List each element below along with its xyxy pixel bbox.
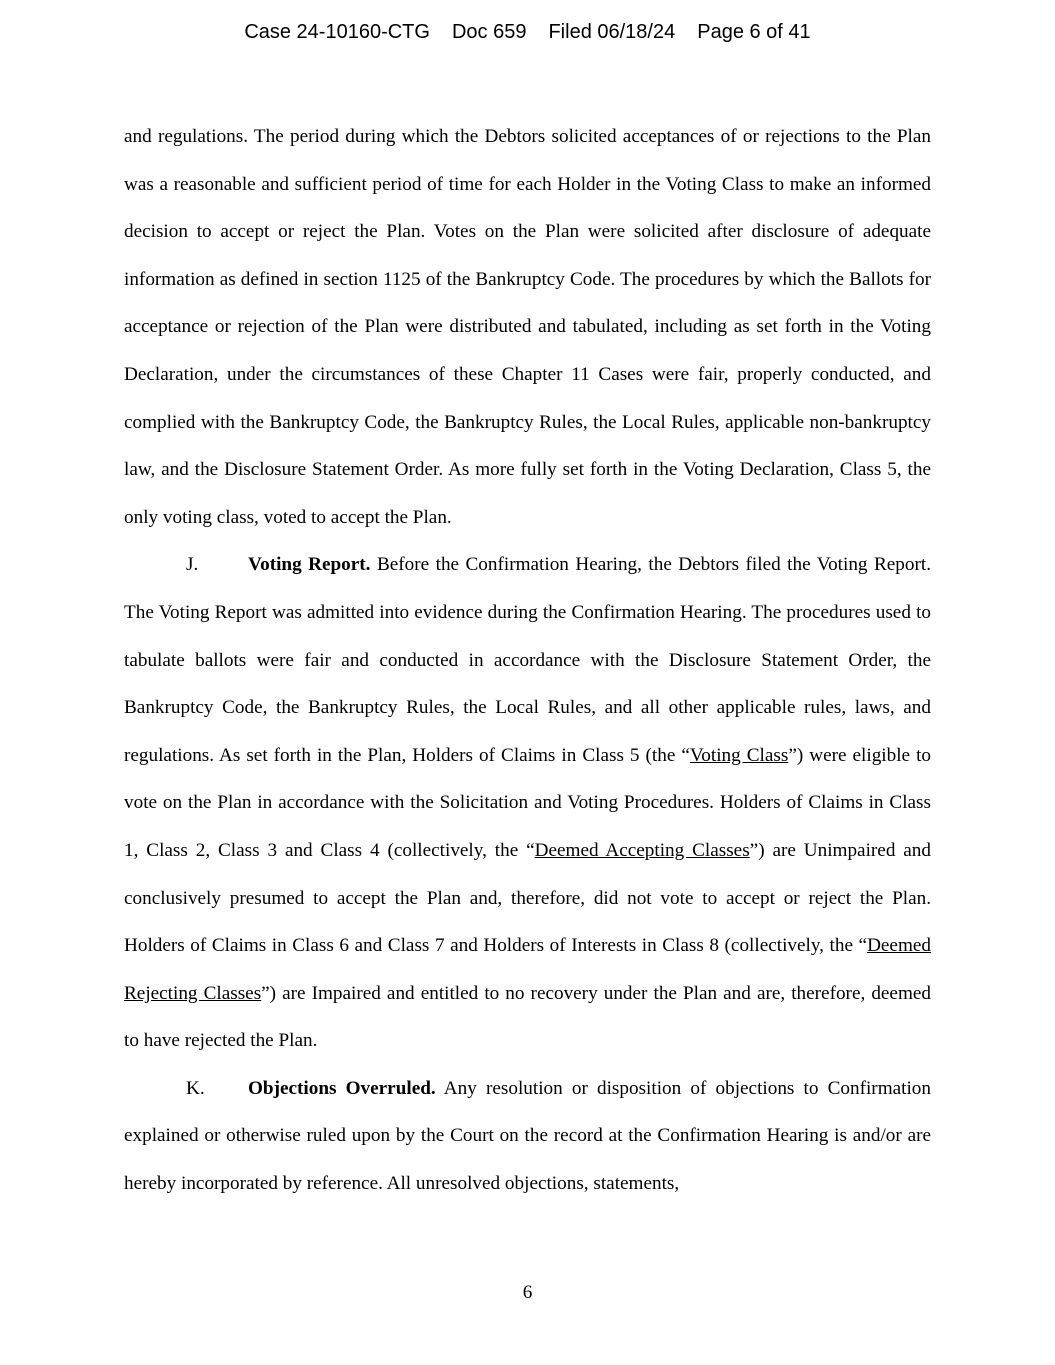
filed-date: Filed 06/18/24 <box>548 21 676 43</box>
doc-number: Doc 659 <box>451 21 527 43</box>
paragraph-continuation <box>124 113 931 541</box>
document-body <box>124 113 931 1208</box>
section-j-text-2: ”) were eligible to vote on the Plan in accordance with the Solicitation and Voting Procedures. Holders of Claims in Class 1, Class 2, Class 3 and Class 4 (collectively, the “ <box>124 744 932 861</box>
section-k <box>124 1065 931 1208</box>
section-j-text-4: ”) are Impaired and entitled to no recovery under the Plan and are, therefore, deemed to have rejected the Plan. <box>124 982 931 1052</box>
section-j-text-1: Before the Confirmation Hearing, the Debtors filed the Voting Report. The Voting Report was admitted into evidence during the Confirmation Hearing. The procedures used to tabulate ballots were fair and conducted in accordance with the Disclosure Statement Order, the Bankruptcy Code, the Bankruptcy Rules, the Local Rules, and all other applicable rules, laws, and regulations. As set forth in the Plan, Holders of Claims in Class 5 (the “ <box>124 554 931 766</box>
page-number: 6 <box>522 1282 533 1303</box>
paragraph-text: and regulations. The period during which the Debtors solicited acceptances of or rejections to the Plan was a reasonable and sufficient period of time for each Holder in the Voting Class to make an informed decision to accept or reject the Plan. Votes on the Plan were solicited after disclosure of adequate information as defined in section 1125 of the Bankruptcy Code. The procedures by which the Ballots for acceptance or rejection of the Plan were distributed and tabulated, including as set forth in the Voting Declaration, under the circumstances of these Chapter 11 Cases were fair, properly conducted, and complied with the Bankruptcy Code, the Bankruptcy Rules, the Local Rules, applicable non-bankruptcy law, and the Disclosure Statement Order. As more fully set forth in the Voting Declaration, Class 5, the only voting class, voted to accept the Plan. <box>124 126 931 528</box>
section-j <box>124 541 931 1065</box>
section-k-title: Objections Overruled. <box>248 1077 436 1099</box>
defined-term-voting-class: Voting Class <box>689 744 789 766</box>
page-indicator: Page 6 of 41 <box>697 21 811 43</box>
defined-term-deemed-accepting-classes: Deemed Accepting Classes <box>534 839 750 861</box>
case-number: Case 24-10160-CTG <box>244 21 430 43</box>
section-j-letter: J. <box>186 554 199 576</box>
section-k-letter: K. <box>186 1077 205 1099</box>
section-j-text-3: ”) are Unimpaired and conclusively presumed to accept the Plan and, therefore, did not vote to accept or reject the Plan. Holders of Claims in Class 6 and Class 7 and Holders of Interests in Class 8 (collectively, the “ <box>124 839 931 957</box>
section-j-title: Voting Report. <box>248 554 371 576</box>
section-k-text: Any resolution or disposition of objections to Confirmation explained or otherwise ruled upon by the Court on the record at the Confirmation Hearing is and/or are hereby incorporated by reference. All unresolved objections, statements, <box>124 1077 931 1195</box>
defined-term-deemed-rejecting-classes: Deemed Rejecting Classes <box>124 935 931 1004</box>
document-header <box>0 18 1055 46</box>
